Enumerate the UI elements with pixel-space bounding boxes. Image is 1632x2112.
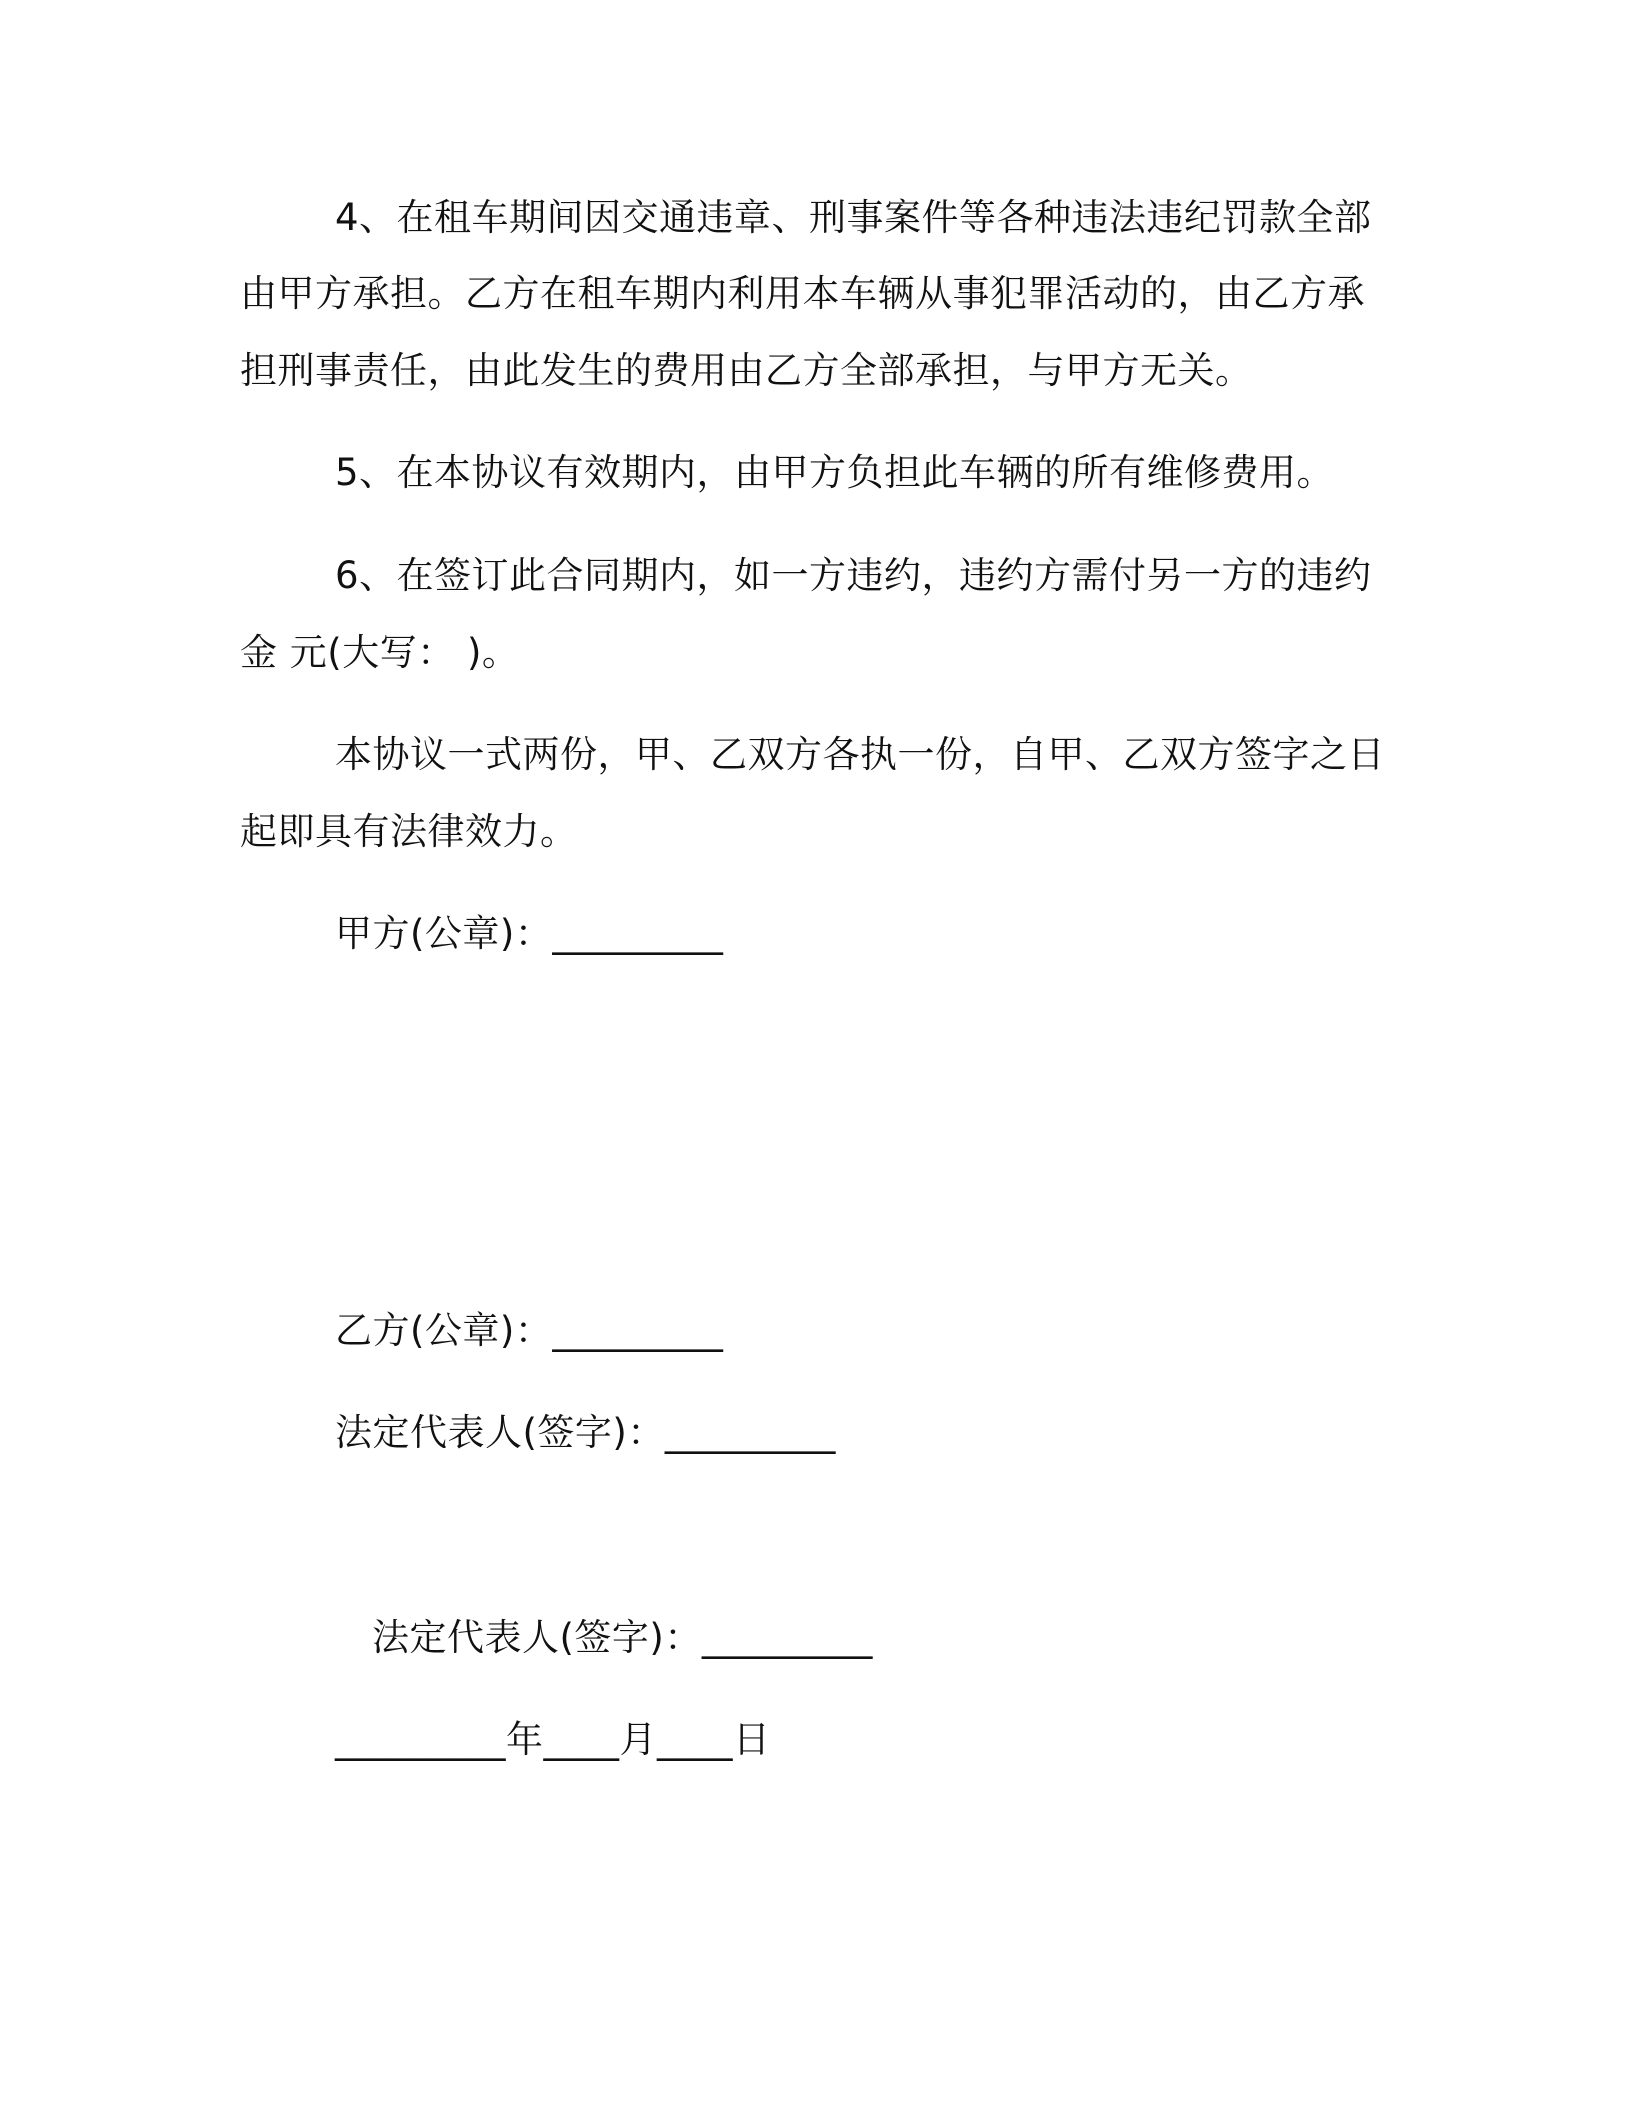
party-a-signature: 甲方(公章)：_________ xyxy=(335,912,724,955)
clause-4-line-2: 由甲方承担。乙方在租车期内利用本车辆从事犯罪活动的，由乙方承 xyxy=(240,272,1365,315)
closing-line-2: 起即具有法律效力。 xyxy=(240,810,578,853)
clause-5-line-1: 5、在本协议有效期内，由甲方负担此车辆的所有维修费用。 xyxy=(335,451,1335,494)
party-b-signature: 乙方(公章)：_________ xyxy=(335,1309,724,1352)
signing-date: _________年____月____日 xyxy=(335,1718,771,1761)
legal-representative-signature-1: 法定代表人(签字)：_________ xyxy=(335,1411,836,1454)
clause-6-line-2: 金 元(大写： )。 xyxy=(240,631,520,674)
closing-line-1: 本协议一式两份，甲、乙双方各执一份，自甲、乙双方签字之日 xyxy=(335,733,1385,776)
legal-representative-signature-2: 法定代表人(签字)：_________ xyxy=(372,1616,873,1659)
clause-4-line-1: 4、在租车期间因交通违章、刑事案件等各种违法违纪罚款全部 xyxy=(335,196,1372,239)
clause-4-line-3: 担刑事责任，由此发生的费用由乙方全部承担，与甲方无关。 xyxy=(240,349,1253,392)
clause-6-line-1: 6、在签订此合同期内，如一方违约，违约方需付另一方的违约 xyxy=(335,554,1372,597)
